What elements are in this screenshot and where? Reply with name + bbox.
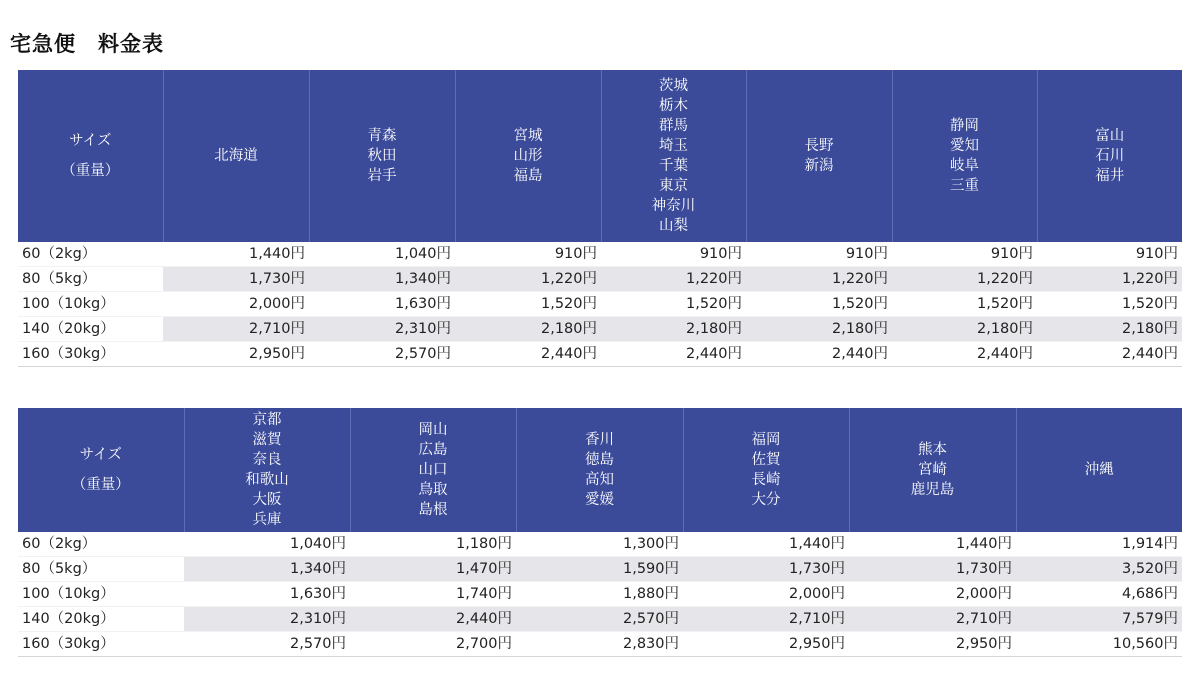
region-header: 福岡 佐賀 長崎 大分	[683, 408, 849, 532]
price-cell: 1,730円	[163, 267, 309, 292]
price-cell: 2,440円	[1037, 342, 1182, 367]
table-row	[18, 242, 1182, 267]
size-cell: 60（2kg）	[18, 532, 184, 557]
table-row	[18, 292, 1182, 317]
price-cell: 1,740円	[350, 582, 516, 607]
table-row	[18, 607, 1182, 632]
region-header: 静岡 愛知 岐阜 三重	[892, 70, 1037, 242]
table-row	[18, 532, 1182, 557]
size-cell: 160（30kg）	[18, 632, 184, 657]
price-cell: 2,950円	[849, 632, 1016, 657]
size-cell: 140（20kg）	[18, 317, 163, 342]
price-cell: 2,000円	[683, 582, 849, 607]
price-cell: 7,579円	[1016, 607, 1182, 632]
price-cell: 1,040円	[309, 242, 455, 267]
table-row	[18, 342, 1182, 367]
price-cell: 2,310円	[309, 317, 455, 342]
price-cell: 1,520円	[892, 292, 1037, 317]
region-header: 香川 徳島 高知 愛媛	[516, 408, 683, 532]
price-cell: 2,440円	[892, 342, 1037, 367]
price-cell: 1,220円	[455, 267, 601, 292]
region-header: 沖縄	[1016, 408, 1182, 532]
price-cell: 1,590円	[516, 557, 683, 582]
price-cell: 2,310円	[184, 607, 350, 632]
price-cell: 1,440円	[683, 532, 849, 557]
table-row	[18, 317, 1182, 342]
price-cell: 1,440円	[163, 242, 309, 267]
price-cell: 2,710円	[163, 317, 309, 342]
rate-table-east	[18, 70, 1182, 367]
size-cell: 60（2kg）	[18, 242, 163, 267]
table-row	[18, 632, 1182, 657]
table-row	[18, 582, 1182, 607]
page-title: 宅急便 料金表	[10, 32, 164, 56]
table-header-row	[18, 408, 1182, 532]
price-cell: 2,000円	[163, 292, 309, 317]
price-cell: 2,830円	[516, 632, 683, 657]
region-header: 宮城 山形 福島	[455, 70, 601, 242]
price-cell: 910円	[455, 242, 601, 267]
price-cell: 910円	[892, 242, 1037, 267]
region-header: 熊本 宮崎 鹿児島	[849, 408, 1016, 532]
price-cell: 2,440円	[601, 342, 746, 367]
price-cell: 1,520円	[455, 292, 601, 317]
price-cell: 3,520円	[1016, 557, 1182, 582]
price-cell: 2,180円	[1037, 317, 1182, 342]
price-cell: 2,950円	[163, 342, 309, 367]
size-cell: 80（5kg）	[18, 557, 184, 582]
price-cell: 1,520円	[601, 292, 746, 317]
price-cell: 2,710円	[683, 607, 849, 632]
price-cell: 2,950円	[683, 632, 849, 657]
price-cell: 910円	[746, 242, 892, 267]
price-cell: 2,000円	[849, 582, 1016, 607]
region-header: 長野 新潟	[746, 70, 892, 242]
price-cell: 2,180円	[892, 317, 1037, 342]
price-cell: 1,040円	[184, 532, 350, 557]
price-cell: 1,340円	[309, 267, 455, 292]
region-header: 北海道	[163, 70, 309, 242]
price-cell: 1,520円	[746, 292, 892, 317]
price-cell: 2,440円	[350, 607, 516, 632]
price-cell: 910円	[601, 242, 746, 267]
size-cell: 100（10kg）	[18, 292, 163, 317]
price-cell: 910円	[1037, 242, 1182, 267]
size-cell: 160（30kg）	[18, 342, 163, 367]
price-cell: 1,440円	[849, 532, 1016, 557]
price-cell: 1,914円	[1016, 532, 1182, 557]
price-cell: 1,630円	[309, 292, 455, 317]
table-row	[18, 267, 1182, 292]
price-cell: 4,686円	[1016, 582, 1182, 607]
size-cell: 100（10kg）	[18, 582, 184, 607]
region-header: 岡山 広島 山口 鳥取 島根	[350, 408, 516, 532]
price-cell: 1,300円	[516, 532, 683, 557]
size-cell: 140（20kg）	[18, 607, 184, 632]
price-cell: 2,180円	[746, 317, 892, 342]
price-cell: 1,730円	[683, 557, 849, 582]
price-cell: 2,570円	[184, 632, 350, 657]
price-cell: 2,700円	[350, 632, 516, 657]
price-cell: 1,220円	[1037, 267, 1182, 292]
price-cell: 2,440円	[455, 342, 601, 367]
table-header-row	[18, 70, 1182, 242]
price-cell: 1,470円	[350, 557, 516, 582]
region-header: 茨城 栃木 群馬 埼玉 千葉 東京 神奈川 山梨	[601, 70, 746, 242]
region-header: 青森 秋田 岩手	[309, 70, 455, 242]
price-cell: 10,560円	[1016, 632, 1182, 657]
region-header: 京都 滋賀 奈良 和歌山 大阪 兵庫	[184, 408, 350, 532]
price-cell: 2,710円	[849, 607, 1016, 632]
price-cell: 2,180円	[601, 317, 746, 342]
price-cell: 1,340円	[184, 557, 350, 582]
region-header: 富山 石川 福井	[1037, 70, 1182, 242]
price-cell: 1,880円	[516, 582, 683, 607]
size-cell: 80（5kg）	[18, 267, 163, 292]
price-cell: 2,570円	[309, 342, 455, 367]
price-cell: 1,220円	[601, 267, 746, 292]
price-cell: 2,440円	[746, 342, 892, 367]
size-column-header: サイズ （重量）	[18, 70, 163, 242]
size-column-header: サイズ （重量）	[18, 408, 184, 532]
price-cell: 2,570円	[516, 607, 683, 632]
price-cell: 1,220円	[892, 267, 1037, 292]
price-cell: 1,520円	[1037, 292, 1182, 317]
price-cell: 2,180円	[455, 317, 601, 342]
price-cell: 1,630円	[184, 582, 350, 607]
rate-table-west	[18, 408, 1182, 657]
price-cell: 1,180円	[350, 532, 516, 557]
price-cell: 1,730円	[849, 557, 1016, 582]
price-cell: 1,220円	[746, 267, 892, 292]
table-row	[18, 557, 1182, 582]
